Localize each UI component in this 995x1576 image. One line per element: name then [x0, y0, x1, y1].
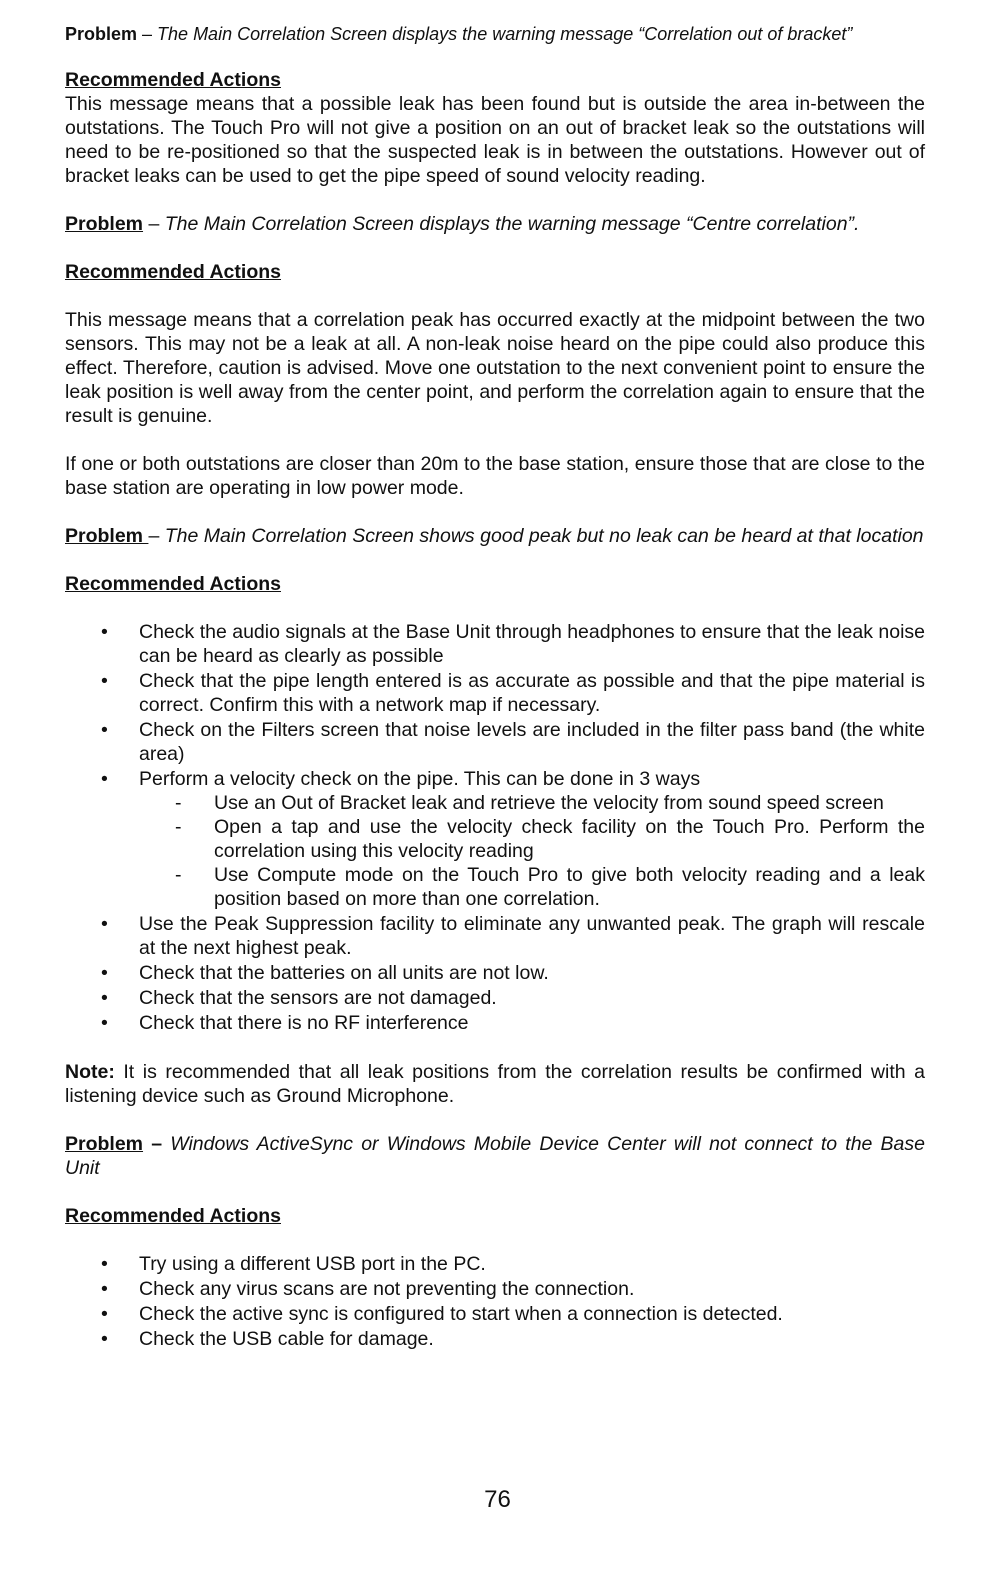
section-body: If one or both outstations are closer than 20m to the base station, ensure those that are close to the base station are operating in low power mode.: [65, 453, 925, 499]
problem-label: Problem: [65, 1133, 144, 1155]
bullet-list: [65, 1252, 925, 1351]
list-item: • Check that the batteries on all units are not low.: [65, 961, 925, 985]
problem-good-peak-no-leak: Problem – The Main Correlation Screen shows good peak but no leak can be heard at that location: [65, 525, 924, 547]
list-item: • Check that the sensors are not damaged.: [65, 986, 925, 1010]
section-body: This message means that a possible leak has been found but is outside the area in-between the outstations. The Touch Pro will not give a position on an out of bracket leak so the outstations will need to be re-positioned so that the suspected leak is in between the outstations. However out of bracket leaks can be used to get the pipe speed of sound velocity reading.: [65, 93, 925, 187]
problem-centre-correlation: Problem – The Main Correlation Screen displays the warning message “Centre correlation”.: [65, 213, 860, 235]
list-item: • Try using a different USB port in the PC.: [65, 1252, 925, 1276]
sub-list-item: - Use an Out of Bracket leak and retrieve the velocity from sound speed screen: [139, 791, 925, 815]
actions-heading: Recommended Actions: [65, 69, 281, 91]
list-item: • Perform a velocity check on the pipe. This can be done in 3 ways - Use an Out of Bracket leak and retrieve the velocity from sound speed screen - Open a tap and use the velocity check facility on the Touch Pro. Perform the correlation using this velocity reading - Use Compute mode on the Touch Pro to give both velocity reading and a leak position based on more than one correlation.: [65, 767, 925, 911]
list-item: • Check on the Filters screen that noise levels are included in the filter pass band (the white area): [65, 718, 925, 766]
note-text: It is recommended that all leak positions from the correlation results be confirmed with a listening device such as Ground Microphone.: [65, 1061, 925, 1107]
list-item: • Check that there is no RF interference: [65, 1011, 925, 1035]
sub-list-item: - Use Compute mode on the Touch Pro to give both velocity reading and a leak position based on more than one correlation.: [139, 863, 925, 911]
list-item: • Check the audio signals at the Base Unit through headphones to ensure that the leak noise can be heard as clearly as possible: [65, 620, 925, 668]
actions-heading: Recommended Actions: [65, 573, 281, 595]
note: [65, 1060, 925, 1108]
problem-text: The Main Correlation Screen displays the warning message “Correlation out of bracket”: [157, 24, 853, 44]
list-item: • Use the Peak Suppression facility to eliminate any unwanted peak. The graph will rescale at the next highest peak.: [65, 912, 925, 960]
sub-list-item: - Open a tap and use the velocity check facility on the Touch Pro. Perform the correlation using this velocity reading: [139, 815, 925, 863]
problem-text: The Main Correlation Screen shows good peak but no leak can be heard at that location: [164, 525, 924, 547]
note-label: Note:: [65, 1061, 115, 1083]
list-item: • Check any virus scans are not preventing the connection.: [65, 1277, 925, 1301]
list-item: • Check that the pipe length entered is as accurate as possible and that the pipe material is correct. Confirm this with a network map if necessary.: [65, 669, 925, 717]
actions-heading: Recommended Actions: [65, 1205, 281, 1227]
list-item: • Check the active sync is configured to start when a connection is detected.: [65, 1302, 925, 1326]
sub-list: [139, 791, 925, 911]
section-body: This message means that a correlation peak has occurred exactly at the midpoint between the two sensors. This may not be a leak at all. A non-leak noise heard on the pipe could also produce this effect. Therefore, caution is advised. Move one outstation to the next convenient point to ensure the leak position is well away from the center point, and perform the correlation again to ensure that the result is genuine.: [65, 309, 925, 427]
problem-text: The Main Correlation Screen displays the warning message “Centre correlation”.: [164, 213, 860, 235]
problem-label: Problem: [65, 525, 149, 547]
problem-label: Problem: [65, 24, 138, 44]
actions-heading: Recommended Actions: [65, 261, 281, 283]
problem-label: Problem: [65, 213, 144, 235]
problem-activesync: Problem – Windows ActiveSync or Windows Mobile Device Center will not connect to the Base Unit: [65, 1133, 926, 1179]
problem-correlation-out-of-bracket: Problem – The Main Correlation Screen displays the warning message “Correlation out of bracket”: [65, 24, 853, 44]
page-number: 76: [484, 1486, 511, 1513]
problem-text: Windows ActiveSync or Windows Mobile Device Center will not connect to the Base Unit: [65, 1133, 926, 1179]
list-item: • Check the USB cable for damage.: [65, 1327, 925, 1351]
bullet-list: [65, 620, 925, 1035]
